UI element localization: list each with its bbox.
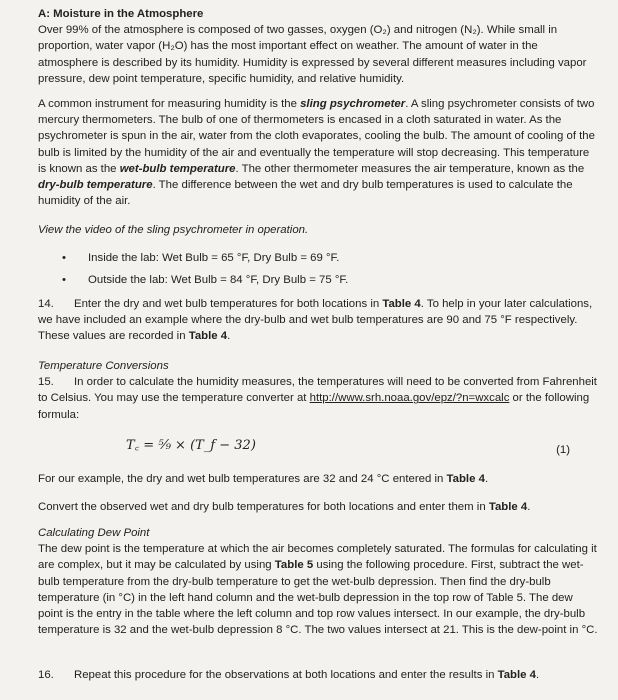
question-number: 16. — [38, 669, 54, 681]
convert-line: Convert the observed wet and dry bulb temperatures for both locations and enter them in Table 4. — [38, 501, 531, 513]
section-intro — [38, 6, 598, 87]
question-number: 14. — [38, 298, 54, 310]
video-instruction[interactable]: View the video of the sling psychrometer in operation. — [38, 224, 309, 236]
psychrometer-paragraph: A common instrument for measuring humidity is the sling psychrometer. A sling psychrometer consists of two mercury thermometers. The bulb of one of thermometers is encased in a cloth saturated in water. As the psychrometer is spun in the air, water from the cloth evaporates, cooling the bulb. The amount of cooling of the bulb is limited by the humidity of the air and eventually the temperature will stop decreasing. This temperature is known as the wet-bulb temperature. The other thermometer measures the air temperature, known as the dry-bulb temperature. The difference between the wet and dry bulb temperatures is used to calculate the humidity of the air. — [38, 98, 595, 208]
question-14: 14. Enter the dry and wet bulb temperatures for both locations in Table 4. To help in your later calculations, we have included an example where the dry-bulb and wet bulb temperatures are 90 and 75 °F respectively. These values are recorded in Table 4. — [38, 298, 593, 343]
temperature-conversions — [38, 358, 598, 423]
temp-conv-heading: Temperature Conversions — [38, 360, 169, 372]
table-5-ref: Table 5 — [274, 559, 314, 572]
formula-row — [38, 438, 598, 464]
dew-paragraph: The dew point is the temperature at which the air becomes completely saturated. The formulas for calculating it are complex, but it may be calculated by using Table 5 using the following procedure. First, subtract the wet-bulb temperature from the dry-bulb temperature to get the wet-bulb depression. Then find the dry-bulb temperature (in °C) in the left hand column and the wet-bulb depression in the top row of Table 5. The dew point is the entry in the table where the left column and top row values intersect. In our example, the dry-bulb temperature is 32 and the wet-bulb depression 8 °C. The two values intersect at 21. This is the dew-point in °C. — [38, 543, 598, 637]
dew-heading: Calculating Dew Point — [38, 527, 150, 539]
dew-point-section — [38, 525, 598, 638]
question-number: 15. — [38, 376, 54, 389]
table-4-ref: Table 4 — [382, 298, 421, 310]
conversion-formula: T꜀ = ⁵⁄₉ × (T_f − 32) — [126, 438, 256, 453]
term-wet-bulb: wet-bulb temperature — [119, 162, 236, 175]
equation-number: (1) — [556, 444, 570, 456]
table-4-ref: Table 4 — [446, 473, 485, 485]
question-16: 16. Repeat this procedure for the observations at both locations and enter the results in Table 4. — [38, 667, 598, 683]
bullet-icon: • — [62, 274, 66, 286]
noaa-converter-link[interactable]: http://www.srh.noaa.gov/epz/?n=wxcalc — [309, 392, 510, 405]
table-4-ref: Table 4 — [188, 330, 228, 343]
section-title: A: Moisture in the Atmosphere — [38, 8, 204, 20]
observation-list — [38, 247, 598, 291]
intro-paragraph: Over 99% of the atmosphere is composed of two gasses, oxygen (O₂) and nitrogen (N₂). While small in proportion, water vapor (H₂O) has the most important effect on weather. The amount of water in the atmosphere is described by its humidity. Humidity is expressed by several different measures including vapor pressure, dew point temperature, specific humidity, and relative humidity. — [38, 24, 587, 85]
term-sling-psychrometer: sling psychrometer — [300, 98, 406, 110]
table-4-ref: Table 4 — [497, 669, 537, 681]
term-dry-bulb: dry-bulb temperature — [38, 179, 153, 192]
list-item: • Inside the lab: Wet Bulb = 65 °F, Dry Bulb = 69 °F. — [38, 247, 598, 269]
list-item: • Outside the lab: Wet Bulb = 84 °F, Dry Bulb = 75 °F. — [38, 269, 598, 291]
question-15: 15. In order to calculate the humidity measures, the temperatures will need to be converted from Fahrenheit to Celsius. You may use the temperature converter at http://www.srh.noaa.gov/epz/?n=wxcalc or the following formula: — [38, 376, 597, 421]
example-line: For our example, the dry and wet bulb temperatures are 32 and 24 °C entered in Table 4. — [38, 473, 489, 485]
bullet-icon: • — [62, 252, 66, 264]
table-4-ref: Table 4 — [488, 501, 528, 513]
video-line — [38, 222, 598, 238]
